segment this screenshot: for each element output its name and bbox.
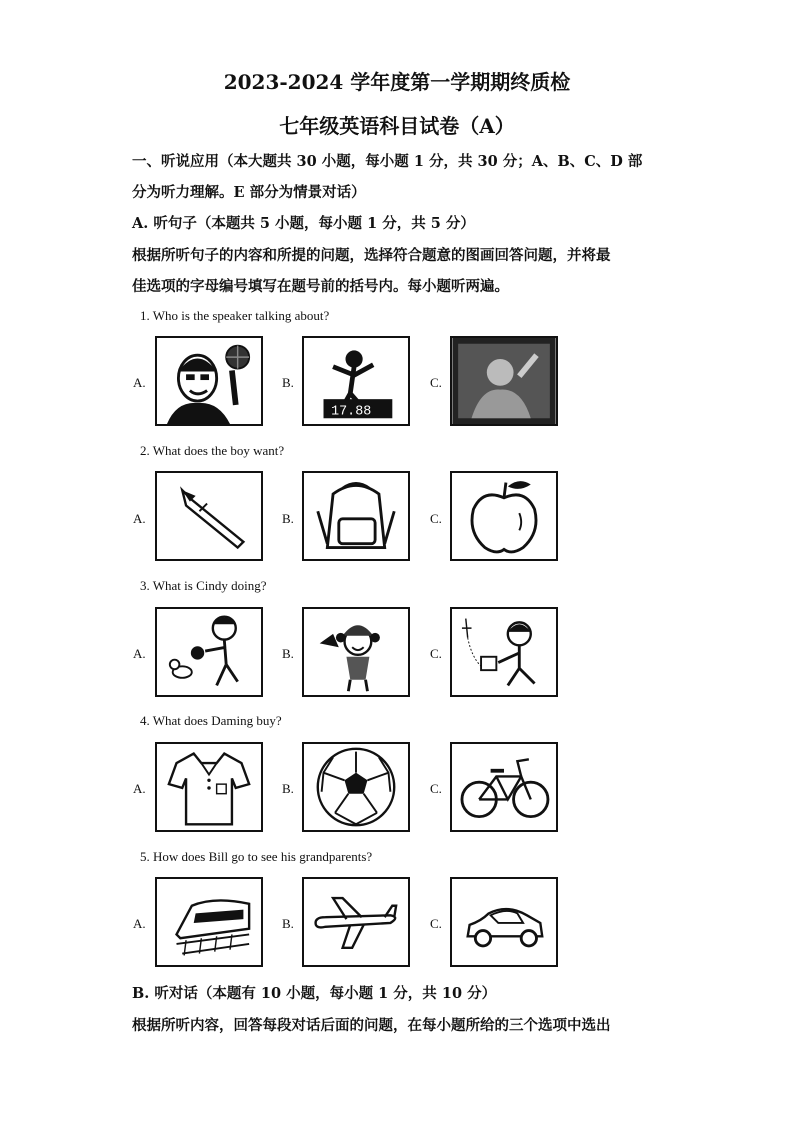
person-portrait-icon <box>450 336 558 426</box>
bicycle-icon <box>450 742 558 832</box>
question-4-text: 4. What does Daming buy? <box>140 713 282 728</box>
section-instruction-line1: 一、听说应用（本大题共 30 小题，每小题 1 分，共 30 分；A、B、C、D 部 <box>132 153 643 170</box>
backpack-icon <box>302 471 410 561</box>
part-b-instruction-line1: 根据所听内容，回答每段对话后面的问题，在每小题所给的三个选项中选出 <box>132 1017 611 1034</box>
basketball-player-icon <box>155 336 263 426</box>
svg-text:17.88: 17.88 <box>331 404 372 420</box>
question-3-text: 3. What is Cindy doing? <box>140 578 267 593</box>
q1-option-c-label: C. <box>430 375 442 390</box>
sprinter-icon <box>302 336 410 426</box>
page-title: 2023-2024 学年度第一学期期终质检 <box>223 70 571 94</box>
q2-option-c-label: C. <box>430 511 442 526</box>
q4-option-c-label: C. <box>430 781 442 796</box>
q4-option-a-label: A. <box>133 781 146 796</box>
girl-with-kite-icon <box>302 607 410 697</box>
part-a-instruction-line2: 佳选项的字母编号填写在题号前的括号内。每小题听两遍。 <box>132 278 509 295</box>
q3-option-a-label: A. <box>133 646 146 661</box>
football-icon <box>302 742 410 832</box>
question-2-text: 2. What does the boy want? <box>140 443 285 458</box>
q2-option-b-label: B. <box>282 511 294 526</box>
q2-option-a-label: A. <box>133 511 146 526</box>
girl-with-dog-icon <box>155 607 263 697</box>
q3-option-c-label: C. <box>430 646 442 661</box>
train-icon <box>155 877 263 967</box>
q1-option-b-label: B. <box>282 375 294 390</box>
t-shirt-icon <box>155 742 263 832</box>
section-instruction-line2: 分为听力理解。E 部分为情景对话） <box>132 184 366 201</box>
q4-option-b-label: B. <box>282 781 294 796</box>
pen-icon <box>155 471 263 561</box>
girl-watering-icon <box>450 607 558 697</box>
part-a-instruction-line1: 根据所听句子的内容和所提的问题，选择符合题意的图画回答问题，并将最 <box>132 247 611 264</box>
part-b-heading: B. 听对话（本题有 10 小题，每小题 1 分，共 10 分） <box>132 985 497 1002</box>
q1-option-a-label: A. <box>133 375 146 390</box>
q3-option-b-label: B. <box>282 646 294 661</box>
q5-option-a-label: A. <box>133 916 146 931</box>
q5-option-c-label: C. <box>430 916 442 931</box>
airplane-icon <box>302 877 410 967</box>
question-5-text: 5. How does Bill go to see his grandparents? <box>140 849 373 864</box>
apple-icon <box>450 471 558 561</box>
part-a-heading: A. 听句子（本题共 5 小题，每小题 1 分，共 5 分） <box>132 215 475 232</box>
car-icon <box>450 877 558 967</box>
page-subtitle: 七年级英语科目试卷（A） <box>279 114 515 138</box>
q5-option-b-label: B. <box>282 916 294 931</box>
question-1-text: 1. Who is the speaker talking about? <box>140 308 330 323</box>
